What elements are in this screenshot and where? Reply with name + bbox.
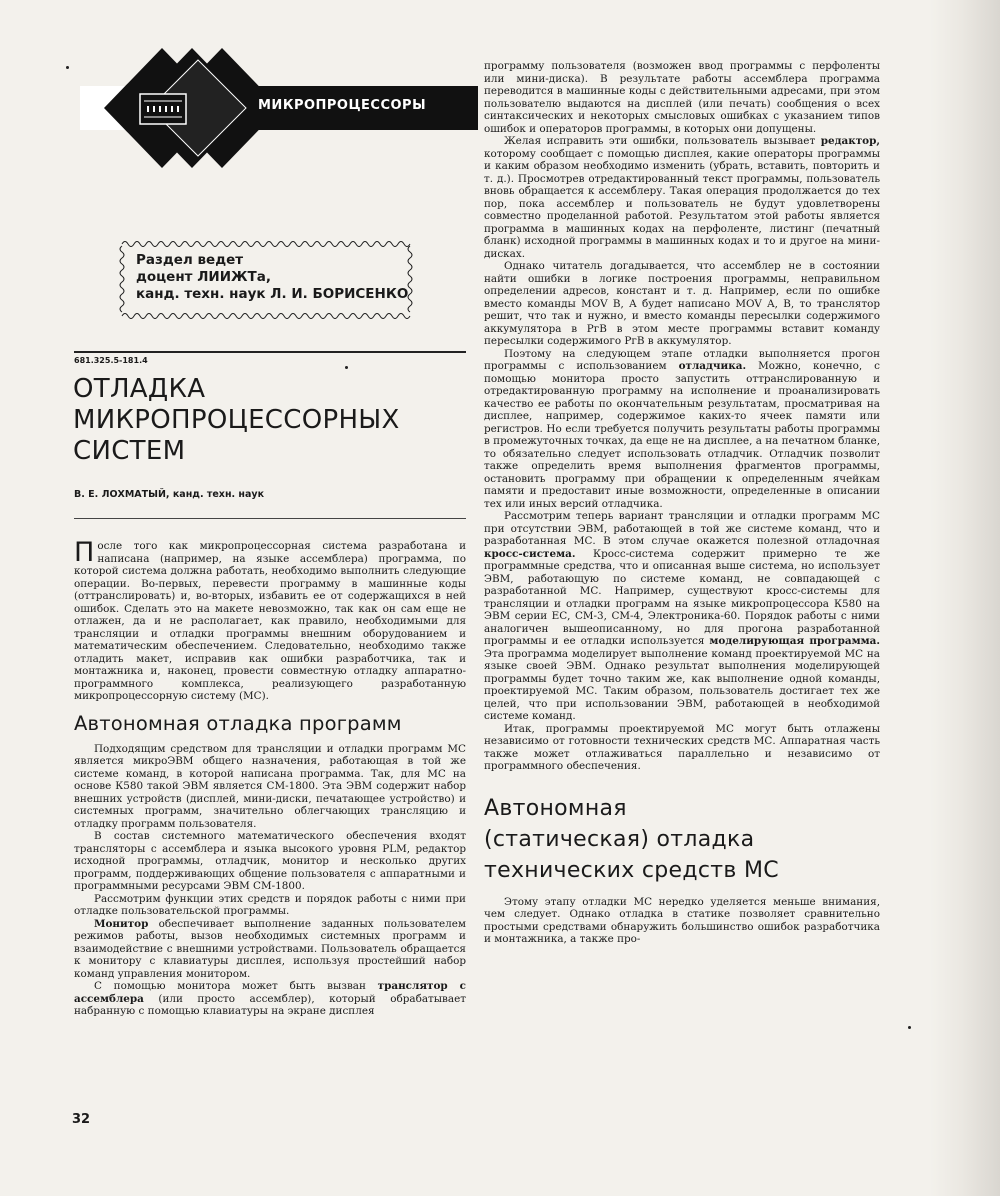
header-rule — [74, 351, 466, 353]
heading-line-1: Автономная — [484, 795, 627, 821]
term-assembler: транслятор с ассемблера — [74, 980, 467, 1005]
term-debugger: отладчика. — [678, 360, 747, 372]
term-editor: редактор, — [820, 135, 880, 147]
paragraph: программу пользователя (возможен ввод программы с перфоленты или мини-диска). В результате работы ассемблера программа переводится в машинные коды с действительными адресами, при этом пользователю выдаются на дисплей (или печать) сообщения о всех синтаксических и некоторых смысловых ошибках с указанием типов ошибок и операторов программы, в которых они допущены. — [484, 60, 880, 135]
right-column — [484, 60, 880, 946]
paragraph: Подходящим средством для трансляции и отладки программ МС является микроЭВМ общего назначения, работающая в той же системе команд, в которой написана программа. Так, для МС на основе К580 такой ЭВМ является СМ-1800. Эта ЭВМ содержит набор внешних устройств (дисплей, мини-диски, печатающее устройство) и системных программ, значительно облегчающих трансляцию и отладку программ пользователя. — [74, 742, 466, 830]
paragraph — [74, 980, 466, 1018]
paragraph: В состав системного математического обеспечения входят трансляторы с ассемблера и языка высокого уровня PLM, редактор исходной программы, отладчик, монитор и несколько других программ, поддерживающих общение пользователя с аппаратными и программными ресурсами ЭВМ СМ-1800. — [74, 830, 466, 892]
paragraph: Итак, программы проектируемой МС могут быть отлажены независимо от готовности технических средств МС. Аппаратная часть также может отлаживаться параллельно и независимо от программного обеспечения. — [484, 722, 880, 772]
page-spine-shadow — [930, 0, 1000, 1196]
paragraph-text: С помощью монитора может быть вызван — [94, 980, 378, 992]
udc-code: 681.325.5-181.4 — [74, 356, 148, 365]
editor-credit — [136, 252, 426, 303]
term-cross-system: кросс-система. — [484, 547, 576, 560]
section-heading-hardware — [484, 793, 880, 886]
paragraph — [484, 510, 880, 723]
editor-line-3: канд. техн. наук Л. И. БОРИСЕНКО — [136, 286, 409, 302]
title-line-2: МИКРОПРОЦЕССОРНЫХ — [73, 405, 400, 435]
paragraph-text: Поэтому на следующем этапе отладки выполняется прогон программы с использованием — [484, 347, 880, 372]
chip-icon — [140, 94, 186, 124]
title-line-3: СИСТЕМ — [73, 436, 186, 466]
paragraph: Этому этапу отладки МС нередко уделяется меньше внимания, чем следует. Однако отладка в статике позволяет сравнительно простыми средствами обнаружить большинство ошибок разработчика и монтажника, а также про- — [484, 895, 880, 945]
paragraph — [484, 135, 880, 260]
left-column — [74, 537, 467, 1018]
term-modeling-program: моделирующая программа. — [709, 635, 880, 647]
paragraph: Рассмотрим функции этих средств и порядок работы с ними при отладке пользовательской программы. — [74, 892, 466, 917]
paragraph-text: Рассмотрим теперь вариант трансляции и отладки программ МС при отсутствии ЭВМ, работающей в той же системе команд, что и разработанная МС. В этом случае окажется полезной отладочная — [484, 510, 880, 547]
print-speck — [66, 66, 69, 69]
article-title — [73, 374, 463, 467]
print-speck — [345, 366, 348, 369]
drop-cap: П — [74, 537, 95, 568]
print-speck — [908, 1026, 911, 1029]
paragraph-text: Можно, конечно, с помощью монитора просто запустить оттранслированную и отредактированную программу на исполнение и проанализировать качество ее работы по окончательным результатам, просматривая на дисплее, например, содержимое каких-то ячеек памяти или регистров. Но если требуется получить результаты работы программы в промежуточных точках, да еще не на дисплее, а на печатном бланке, то обязательно следует использовать отладчик. Отладчик позволит также определить время выполнения фрагментов программы, остановить программу при обращении к определенным ячейкам памяти и предоставит иные возможности, определенные в описании тех или иных версий отладчика. — [484, 360, 880, 510]
paragraph-text: обеспечивает выполнение заданных пользователем режимов работы, вызов необходимых системных программ и взаимодействие с внешними устройствами. Пользователь обращается к монитору с клавиатуры дисплея, используя простейший набор команд управления монитором. — [74, 917, 466, 980]
paragraph — [74, 918, 466, 981]
term-monitor: Монитор — [94, 917, 149, 930]
page-number: 32 — [72, 1112, 91, 1127]
article-author: В. Е. ЛОХМАТЫЙ, канд. техн. наук — [74, 489, 265, 500]
author-rule — [74, 518, 466, 519]
paragraph-text: которому сообщает с помощью дисплея, какие операторы программы и каким образом необходимо изменить (убрать, вставить, повторить и т. д.). Просмотрев отредактированный текст программы, пользователь вновь обращается к ассемблеру. Такая операция продолжается до тех пор, пока ассемблер и пользователь не будут удовлетворены совместно проделанной работой. Результатом этой работы является программа в машинных кодах на перфоленте, листинг (печатный бланк) исходной программы в машинных кодах и то и другое на мини-дисках. — [484, 147, 880, 260]
title-line-1: ОТЛАДКА — [73, 374, 206, 404]
paragraph-text: Желая исправить эти ошибки, пользователь вызывает — [504, 135, 821, 147]
editor-box — [118, 238, 414, 322]
paragraph — [484, 348, 880, 511]
paragraph: Однако читатель догадывается, что ассемблер не в состоянии найти ошибки в логике построения программы, неправильном определении адресов, констант и т. д. Например, если по ошибке вместо команды MOV B, A будет написано MOV A, B, то транслятор решит, что так и нужно, и вместо команды пересылки содержимого аккумулятора в РгВ в этом месте программы вставит команду пересылки содержимого РгВ в аккумулятор. — [484, 260, 880, 347]
editor-line-1: Раздел ведет — [136, 252, 244, 268]
paragraph-text: Кросс-система содержит примерно те же программные средства, что и описанная выше система, но использует ЭВМ, работающую по системе команд, не совпадающей с разработанной МС. Например, существуют кросс-системы для трансляции и отладки программ на языке микропроцессора К580 на ЭВМ серии ЕС, СМ-3, СМ-4, Электроника-60. Порядок работы с ними аналогичен вышеописанному, но для прогона разработанной программы и ее отладки используется — [484, 547, 880, 647]
intro-text: осле того как микропроцессорная система разработана и написана (например, на языке ассемблера) программа, по которой система должна работать, необходимо выполнить следующие операции. Во-первых, перевести программу в машинные коды (оттранслировать) и, во-вторых, избавить ее от содержащихся в ней ошибок. Сделать это на макете невозможно, так как он сам еще не отлажен, да и не располагает, как правило, необходимыми для трансляции и отладки программы внешним оборудованием и математическим обеспечением. Следовательно, необходимо также отладить макет, исправив как ошибки разработчика, так и монтажника и, наконец, провести совместную отладку аппаратно-программного комплекса, реализующего разработанную микропроцессорную систему (МС). — [74, 540, 466, 702]
heading-line-2: (статическая) отладка — [484, 826, 755, 852]
paragraph-text: (или просто ассемблер), который обрабатывает набранную с помощью клавиатуры на экране дисплея — [74, 992, 466, 1017]
section-heading-programs: Автономная отладка программ — [74, 711, 402, 735]
paragraph-text: Эта программа моделирует выполнение команд проектируемой МС на языке своей ЭВМ. Однако результат выполнения моделирующей программы будет точно таким же, как выполнение одной команды, проектируемой МС. Таким образом, пользователь достигает тех же целей, что при использовании ЭВМ, работающей в необходимой системе команд. — [484, 647, 880, 722]
editor-line-2: доцент ЛИИЖТа, — [136, 269, 271, 285]
intro-paragraph — [74, 537, 466, 703]
heading-line-3: технических средств МС — [484, 857, 779, 883]
rubric-title: МИКРОПРОЦЕССОРЫ — [258, 98, 427, 113]
